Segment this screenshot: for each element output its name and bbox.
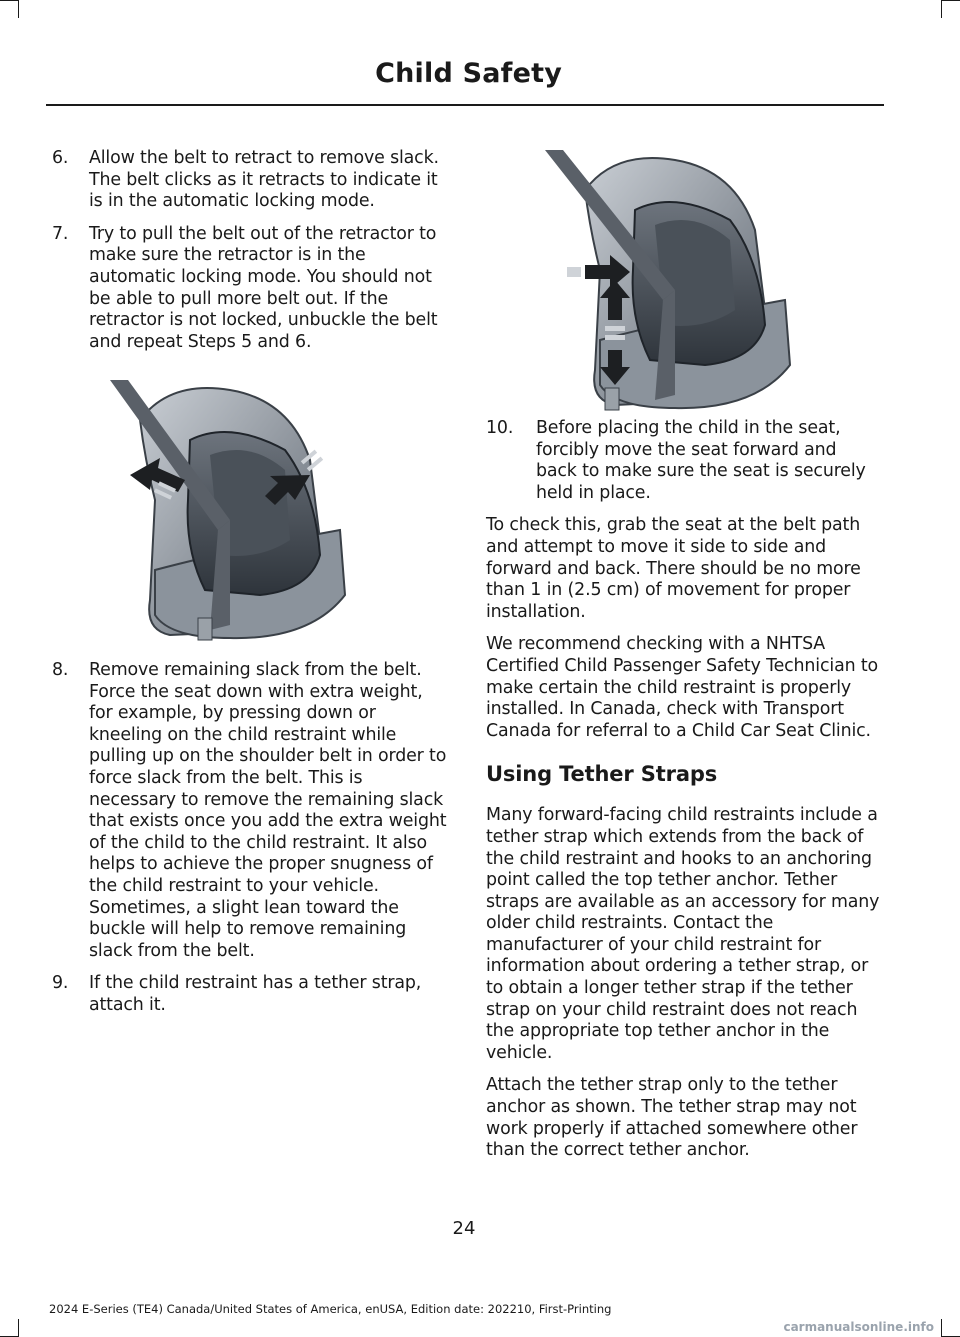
step-7 bbox=[52, 224, 448, 354]
step-number: 10. bbox=[486, 418, 514, 438]
step-text: Try to pull the belt out of the retractor to make sure the retractor is in the automatic locking mode. You should not be able to pull more belt out. If the retractor is not locked, unbuckle the belt and repeat Steps 5 and 6. bbox=[89, 223, 438, 352]
crop-mark bbox=[941, 0, 942, 18]
crop-mark bbox=[18, 1319, 19, 1337]
step-text: Allow the belt to retract to remove slack. The belt clicks as it retracts to indicate it is in the automatic locking mode. bbox=[89, 148, 439, 212]
step-9 bbox=[52, 973, 448, 1016]
crop-mark bbox=[0, 0, 18, 1]
left-column-lower bbox=[52, 660, 448, 1028]
section-heading: Using Tether Straps bbox=[486, 762, 718, 787]
page-number: 24 bbox=[452, 1218, 476, 1239]
watermark: carmanualsonline.info bbox=[783, 1320, 934, 1334]
paragraph-tether: Many forward-facing child restraints include a tether strap which extends from the back of the child restraint and hooks to an anchoring point called the top tether anchor. Tether straps are available as an accessory for many older child restraints. Contact the manufacturer of your child restraint for information about ordering a tether strap, or to obtain a longer tether strap if the tether strap on your child restraint does not reach the appropriate top tether anchor in the vehicle. bbox=[486, 805, 880, 1063]
step-number: 9. bbox=[52, 973, 69, 994]
step-10 bbox=[486, 418, 882, 504]
paragraph-nhtsa: We recommend checking with a NHTSA Certified Child Passenger Safety Technician to make certain the child restraint is properly installed. In Canada, check with Transport Canada for referral to a Child Car Seat Clinic. bbox=[486, 634, 878, 741]
step-8 bbox=[52, 660, 448, 962]
child-seat-illustration-press-down bbox=[110, 380, 360, 646]
footer-edition: 2024 E-Series (TE4) Canada/United States of America, enUSA, Edition date: 202210, First-Printing bbox=[49, 1302, 612, 1316]
crop-mark bbox=[942, 0, 960, 1]
paragraph-check: To check this, grab the seat at the belt path and attempt to move it side to side and forward and back. There should be no more than 1 in (2.5 cm) of movement for proper installation. bbox=[486, 515, 861, 622]
step-number: 7. bbox=[52, 223, 69, 244]
right-column bbox=[486, 418, 882, 1173]
left-column bbox=[52, 148, 448, 364]
child-seat-illustration-move-test bbox=[545, 150, 795, 416]
paragraph-attach: Attach the tether strap only to the tether anchor as shown. The tether strap may not work properly if attached somewhere other than the correct tether anchor. bbox=[486, 1075, 858, 1161]
step-text: Remove remaining slack from the belt. Force the seat down with extra weight, for example, by pressing down or kneeling on the child restraint while pulling up on the shoulder belt in order to force slack from the belt. This is necessary to remove the remaining slack that exists once you add the extra weight of the child to the child restraint. It also helps to achieve the proper snugness of the child restraint to your vehicle. Sometimes, a slight lean toward the buckle will help to remove remaining slack from the belt. bbox=[89, 660, 447, 961]
header-divider bbox=[46, 104, 884, 106]
page-title: Child Safety bbox=[375, 58, 562, 89]
step-number: 8. bbox=[52, 660, 69, 680]
step-text: Before placing the child in the seat, forcibly move the seat forward and back to make sure the seat is securely held in place. bbox=[536, 418, 866, 503]
crop-mark bbox=[18, 0, 19, 18]
crop-mark bbox=[941, 1319, 942, 1337]
step-number: 6. bbox=[52, 148, 69, 168]
step-text: If the child restraint has a tether strap, attach it. bbox=[89, 973, 422, 1015]
step-6 bbox=[52, 148, 448, 213]
